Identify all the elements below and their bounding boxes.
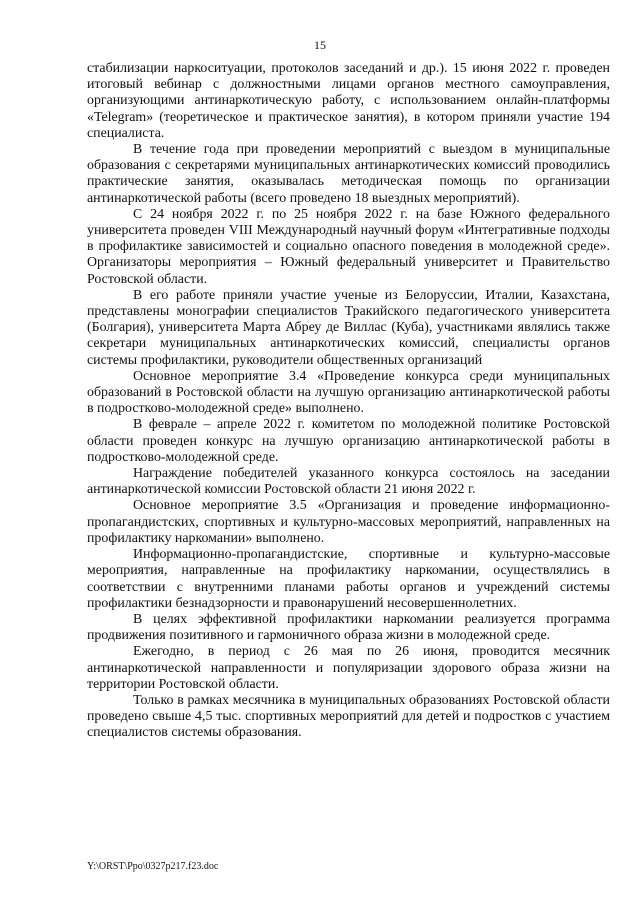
paragraph: Ежегодно, в период с 26 мая по 26 июня, проводится месячник антинаркотической направленности и популяризации здорового образа жизни на территории Ростовской области. — [87, 644, 610, 692]
file-path-footer: Y:\ORST\Ppo\0327p217.f23.doc — [87, 861, 219, 872]
paragraph: Основное мероприятие 3.4 «Проведение конкурса среди муниципальных образований в Ростовской области на лучшую организацию антинаркотической работы в подростково-молодежной среде» выполнено. — [87, 368, 610, 417]
paragraph: В его работе приняли участие ученые из Белоруссии, Италии, Казахстана, представлены монографии специалистов Тракийского педагогического университета (Болгария), университета Марта Абреу де Виллас (Куба), участниками являлись также секретари муниципальных антинаркотических комиссий, специалисты органов системы профилактики, руководители общественных организаций — [87, 287, 610, 368]
paragraph: Информационно-пропагандистские, спортивные и культурно-массовые мероприятия, направленные на профилактику наркомании, осуществлялись в соответствии с внутренними планами работы органов и учреждений системы профилактики безнадзорности и правонарушений несовершеннолетних. — [87, 547, 610, 611]
document-body — [87, 61, 610, 742]
paragraph: Только в рамках месячника в муниципальных образованиях Ростовской области проведено свыше 4,5 тыс. спортивных мероприятий для детей и подростков с участием специалистов системы образования. — [87, 692, 610, 741]
paragraph: В целях эффективной профилактики наркомании реализуется программа продвижения позитивного и гармоничного образа жизни в молодежной среде. — [87, 611, 610, 644]
paragraph: Награждение победителей указанного конкурса состоялось на заседании антинаркотической комиссии Ростовской области 21 июня 2022 г. — [87, 466, 610, 498]
paragraph: Основное мероприятие 3.5 «Организация и проведение информационно-пропагандистских, спортивных и культурно-массовых мероприятий, направленных на профилактику наркомании» выполнено. — [87, 498, 610, 546]
paragraph: стабилизации наркоситуации, протоколов заседаний и др.). 15 июня 2022 г. проведен итоговый вебинар с должностными лицами органов местного самоуправления, организующими антинаркотическую работу, с использованием онлайн-платформы «Telegram» (теоретическое и практическое занятия), в котором приняли участие 194 специалиста. — [87, 61, 610, 141]
page-number: 15 — [314, 38, 326, 52]
paragraph: С 24 ноября 2022 г. по 25 ноября 2022 г. на базе Южного федерального университета проведен VIII Международный научный форум «Интегративные подходы в профилактике зависимостей и социально опасного поведения в молодежной среде». Организаторы мероприятия – Южный федеральный университет и Правительство Ростовской области. — [87, 206, 610, 287]
paragraph: В течение года при проведении мероприятий с выездом в муниципальные образования с секретарями муниципальных антинаркотических комиссий проводились практические занятия, оказывалась методическая помощь по организации антинаркотической работы (всего проведено 18 выездных мероприятий). — [87, 142, 610, 206]
paragraph: В феврале – апреле 2022 г. комитетом по молодежной политике Ростовской области проведен конкурс на лучшую организацию антинаркотической работы в подростково-молодежной среде. — [87, 417, 610, 465]
